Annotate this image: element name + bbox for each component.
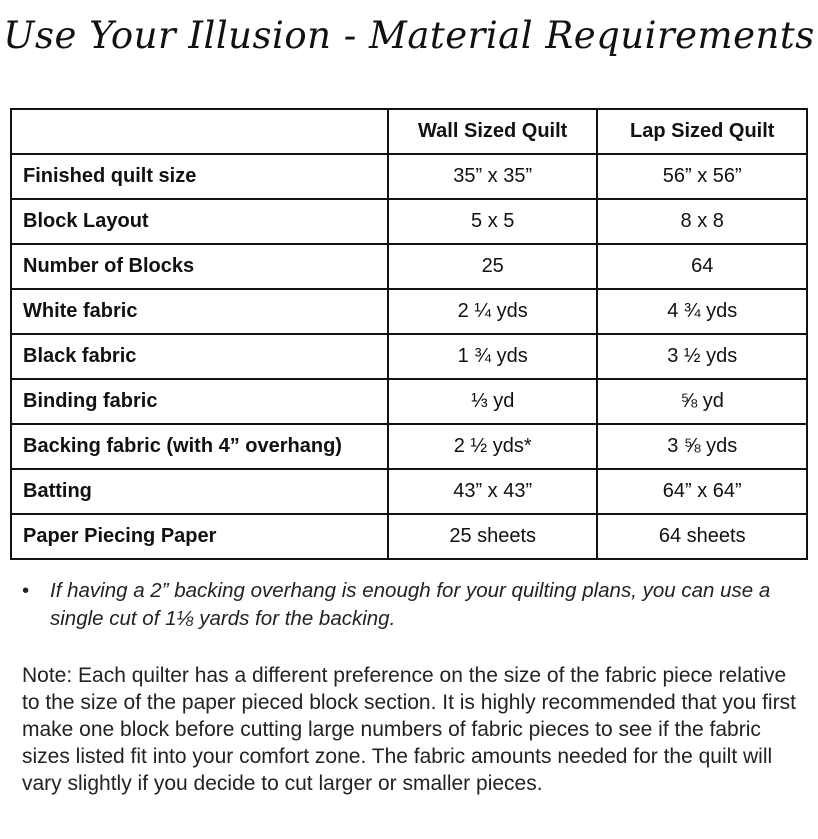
lap-value: ⅝ yd: [597, 379, 807, 424]
table-row: [11, 469, 807, 514]
row-label: Backing fabric (with 4” overhang): [11, 424, 388, 469]
wall-value: 1 ¾ yds: [388, 334, 598, 379]
lap-value: 4 ¾ yds: [597, 289, 807, 334]
note-paragraph: Note: Each quilter has a different preference on the size of the fabric piece relative to the size of the paper pieced block section. It is highly recommended that you first make one block before cutting large numbers of fabric pieces to see if the fabric sizes listed fit into your comfort zone. The fabric amounts needed for the quilt will vary slightly if you decide to cut larger or smaller pieces.: [22, 664, 796, 795]
table-row: [11, 379, 807, 424]
table-row: [11, 334, 807, 379]
wall-value: 25 sheets: [388, 514, 598, 559]
header-lap-sized-quilt: Lap Sized Quilt: [597, 109, 807, 154]
wall-value: 25: [388, 244, 598, 289]
wall-value: 5 x 5: [388, 199, 598, 244]
header-wall-sized-quilt: Wall Sized Quilt: [388, 109, 598, 154]
table-row: [11, 514, 807, 559]
table-row: [11, 289, 807, 334]
table-row: [11, 154, 807, 199]
lap-value: 3 ½ yds: [597, 334, 807, 379]
row-label: Block Layout: [11, 199, 388, 244]
wall-value: 2 ½ yds*: [388, 424, 598, 469]
lap-value: 64” x 64”: [597, 469, 807, 514]
wall-value: ⅓ yd: [388, 379, 598, 424]
bullet-marker: •: [22, 579, 30, 602]
lap-value: 64 sheets: [597, 514, 807, 559]
wall-value: 35” x 35”: [388, 154, 598, 199]
row-label: Binding fabric: [11, 379, 388, 424]
row-label: Batting: [11, 469, 388, 514]
wall-value: 2 ¼ yds: [388, 289, 598, 334]
lap-value: 8 x 8: [597, 199, 807, 244]
lap-value: 3 ⅝ yds: [597, 424, 807, 469]
row-label: Paper Piecing Paper: [11, 514, 388, 559]
material-requirements-table: [10, 108, 808, 560]
row-label: Finished quilt size: [11, 154, 388, 199]
row-label: Number of Blocks: [11, 244, 388, 289]
header-empty: [11, 109, 388, 154]
lap-value: 56” x 56”: [597, 154, 807, 199]
table-row: [11, 244, 807, 289]
wall-value: 43” x 43”: [388, 469, 598, 514]
table-row: [11, 199, 807, 244]
backing-footnote: [22, 577, 802, 633]
row-label: Black fabric: [11, 334, 388, 379]
table-row: [11, 424, 807, 469]
footnote-text: If having a 2” backing overhang is enough for your quilting plans, you can use a single cut of 1⅛ yards for the backing.: [50, 579, 771, 630]
page-title: Use Your Illusion - Material Requirements: [3, 14, 815, 57]
lap-value: 64: [597, 244, 807, 289]
table-header-row: [11, 109, 807, 154]
row-label: White fabric: [11, 289, 388, 334]
